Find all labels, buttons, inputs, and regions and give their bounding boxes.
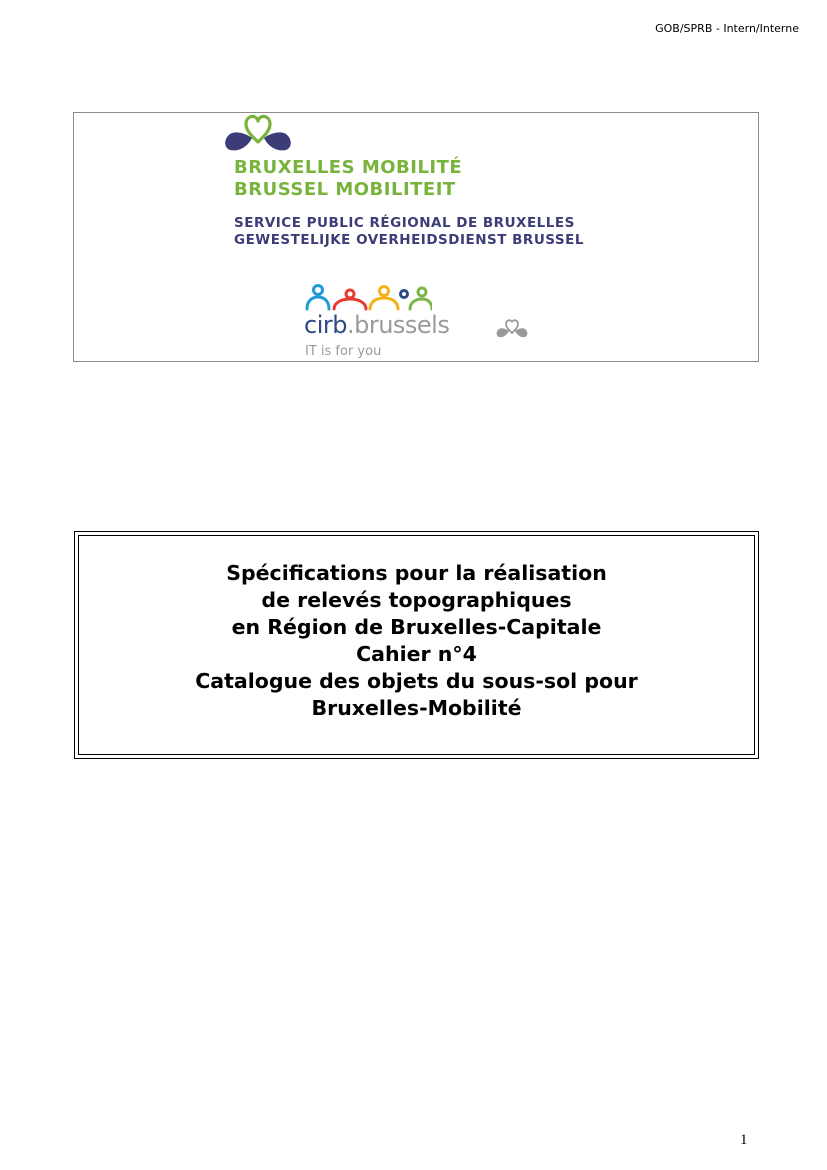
logo-line-fr: BRUXELLES MOBILITÉ <box>234 157 463 178</box>
bruxelles-mobilite-logo <box>234 157 584 249</box>
bruxelles-mobilite-heart-icon <box>222 112 294 156</box>
cirb-people-icon <box>304 283 432 311</box>
logo-line-nl: BRUSSEL MOBILITEIT <box>234 179 456 200</box>
cirb-brussels-logo <box>304 310 449 340</box>
title-line-3: en Région de Bruxelles-Capitale <box>231 615 602 639</box>
title-line-5: Catalogue des objets du sous-sol pour <box>195 669 638 693</box>
cirb-heart-icon <box>496 318 528 340</box>
title-frame-inner <box>78 535 755 755</box>
cirb-name-part2: .brussels <box>346 311 450 339</box>
page-number: 1 <box>740 1132 748 1148</box>
title-frame <box>74 531 759 759</box>
cirb-tagline: IT is for you <box>305 344 382 359</box>
cirb-name-part1: cirb <box>304 311 347 339</box>
logo-subline-nl: GEWESTELIJKE OVERHEIDSDIENST BRUSSEL <box>234 232 584 248</box>
title-line-6: Bruxelles-Mobilité <box>311 696 522 720</box>
logo-subline-fr: SERVICE PUBLIC RÉGIONAL DE BRUXELLES <box>234 215 575 231</box>
title-line-1: Spécifications pour la réalisation <box>226 561 607 585</box>
title-line-2: de relevés topographiques <box>261 588 572 612</box>
classification-label: GOB/SPRB - Intern/Interne <box>655 22 799 35</box>
document-title <box>79 560 754 722</box>
title-line-4: Cahier n°4 <box>356 642 477 666</box>
